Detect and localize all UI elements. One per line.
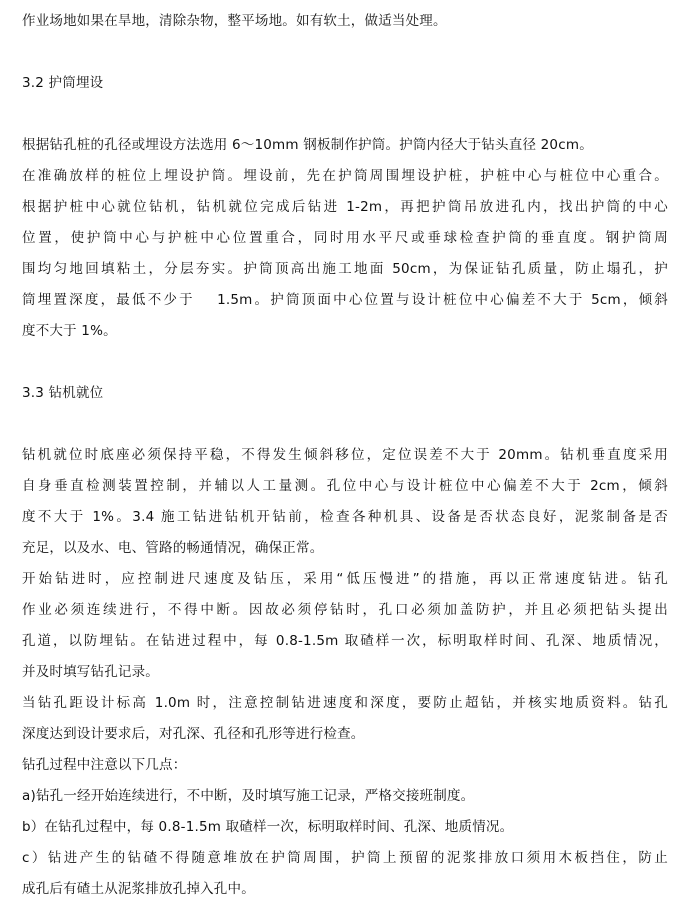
- section-heading: 3.3 钻机就位: [22, 385, 104, 401]
- text-line: 并及时填写钻孔记录。: [22, 664, 159, 680]
- text-line: 孔道，以防埋钻。在钻进过程中，每 0.8-1.5m 取碴样一次，标明取样时间、孔深、地质情况，: [22, 633, 668, 649]
- text-line: 自身垂直检测装置控制，并辅以人工量测。孔位中心与设计桩位中心偏差不大于 2cm，倾斜: [22, 478, 668, 494]
- text-line: 作业必须连续进行，不得中断。因故必须停钻时，孔口必须加盖防护，并且必须把钻头提出: [22, 602, 668, 618]
- text-line: 度不大于 1%。: [22, 323, 117, 339]
- list-item: c）钻进产生的钻碴不得随意堆放在护筒周围，护筒上预留的泥浆排放口须用木板挡住，防止: [22, 850, 668, 866]
- text-line: 筒埋置深度，最低不少于 1.5m。护筒顶面中心位置与设计桩位中心偏差不大于 5cm，倾斜: [22, 292, 668, 308]
- text-line: 围均匀地回填粘土，分层夯实。护筒顶高出施工地面 50cm，为保证钻孔质量，防止塌孔，护: [22, 261, 668, 277]
- blank-line: [22, 409, 668, 440]
- list-item: b）在钻孔过程中，每 0.8-1.5m 取碴样一次，标明取样时间、孔深、地质情况。: [22, 819, 514, 835]
- text-line: 充足，以及水、电、管路的畅通情况，确保正常。: [22, 540, 324, 556]
- text-line: 深度达到设计要求后，对孔深、孔径和孔形等进行检查。: [22, 726, 365, 742]
- text-line: 成孔后有碴土从泥浆排放孔掉入孔中。: [22, 881, 255, 897]
- text-line: 作业场地如果在旱地，清除杂物，整平场地。如有软土，做适当处理。: [22, 13, 447, 29]
- document-page: [22, 6, 668, 905]
- text-line: 钻机就位时底座必须保持平稳，不得发生倾斜移位，定位误差不大于 20mm。钻机垂直度采用: [22, 447, 668, 463]
- blank-line: [22, 99, 668, 130]
- text-line: 度不大于 1%。3.4 施工钻进钻机开钻前，检查各种机具、设备是否状态良好，泥浆制备是否: [22, 509, 668, 525]
- text-line: 开始钻进时，应控制进尺速度及钻压，采用“低压慢进”的措施，再以正常速度钻进。钻孔: [22, 571, 668, 587]
- blank-line: [22, 37, 668, 68]
- text-line: 当钻孔距设计标高 1.0m 时，注意控制钻进速度和深度，要防止超钻，并核实地质资料。钻孔: [22, 695, 668, 711]
- blank-line: [22, 347, 668, 378]
- text-line: 位置，使护筒中心与护桩中心位置重合，同时用水平尺或垂球检查护筒的垂直度。钢护筒周: [22, 230, 668, 246]
- section-heading: 3.2 护筒埋设: [22, 75, 104, 91]
- text-line: 在准确放样的桩位上埋设护筒。埋设前，先在护筒周围埋设护桩，护桩中心与桩位中心重合。: [22, 168, 668, 184]
- list-item: a)钻孔一经开始连续进行，不中断，及时填写施工记录，严格交接班制度。: [22, 788, 475, 804]
- text-line: 钻孔过程中注意以下几点：: [22, 757, 187, 773]
- text-line: 根据护桩中心就位钻机，钻机就位完成后钻进 1-2m，再把护筒吊放进孔内，找出护筒的中心: [22, 199, 668, 215]
- text-line: 根据钻孔桩的孔径或埋设方法选用 6～10mm 钢板制作护筒。护筒内径大于钻头直径 20cm。: [22, 137, 593, 153]
